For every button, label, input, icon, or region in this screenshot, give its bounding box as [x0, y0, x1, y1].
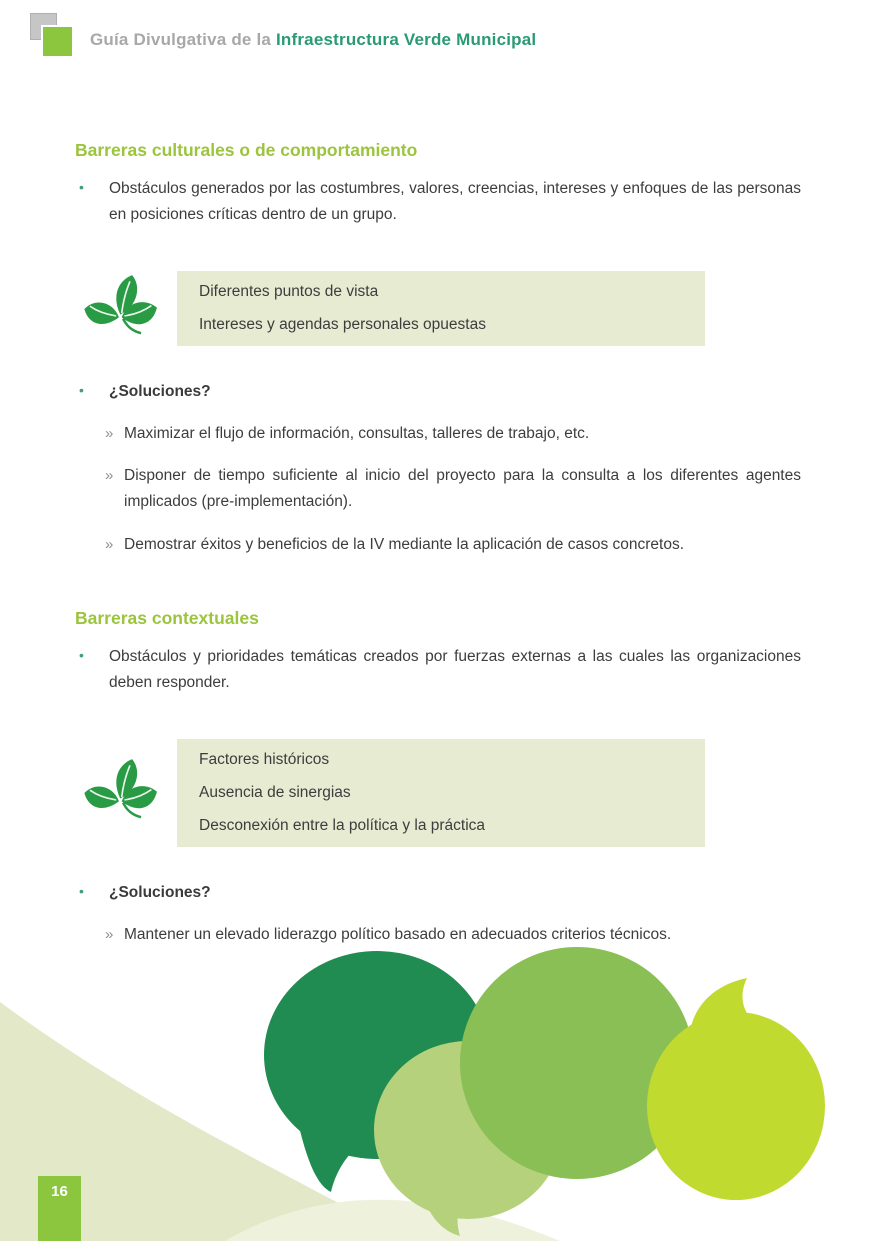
solution-text: Disponer de tiempo suficiente al inicio del proyecto para la consulta a los diferentes agentes implicados (pre-implementación).: [124, 467, 801, 511]
bullet-dot-icon: •: [79, 647, 84, 664]
section-heading: Barreras culturales o de comportamiento: [75, 140, 418, 160]
header-title-prefix: Guía Divulgativa de la: [90, 30, 276, 49]
highlight-box-row: [75, 271, 801, 346]
chevron-marker-icon: »: [105, 925, 114, 943]
solution-item: [75, 532, 801, 558]
solution-item: [75, 421, 801, 447]
box-item: Diferentes puntos de vista: [199, 283, 379, 301]
chevron-marker-icon: »: [105, 535, 114, 553]
logo-green-square-icon: [41, 25, 74, 58]
bullet-dot-icon: •: [79, 883, 84, 900]
bullet-dot-icon: •: [79, 179, 84, 195]
page-header: [30, 13, 536, 61]
section-heading: Barreras contextuales: [75, 608, 259, 629]
header-title-main: Infraestructura Verde Municipal: [276, 30, 537, 49]
highlight-box: [177, 271, 705, 346]
leaf-icon: [83, 757, 159, 829]
box-item: Intereses y agendas personales opuestas: [199, 316, 486, 334]
solution-text: Demostrar éxitos y beneficios de la IV mediante la aplicación de casos concretos.: [124, 535, 685, 553]
page-content: [75, 140, 801, 948]
solutions-bullet: [75, 379, 801, 405]
solutions-label: ¿Soluciones?: [109, 884, 211, 902]
box-item: Desconexión entre la política y la práctica: [199, 817, 486, 835]
box-item: Factores históricos: [199, 751, 330, 769]
solution-text: Maximizar el flujo de información, consultas, talleres de trabajo, etc.: [124, 424, 590, 442]
intro-text: Obstáculos generados por las costumbres, valores, creencias, intereses y enfoques de las personas en posiciones críticas dentro de un grupo.: [109, 180, 801, 223]
intro-bullet: [75, 176, 801, 227]
box-item: Ausencia de sinergias: [199, 784, 351, 802]
chevron-marker-icon: »: [105, 424, 114, 442]
solution-item: [75, 463, 801, 516]
solutions-bullet: [75, 880, 801, 906]
guide-logo-icon: [30, 13, 78, 61]
section-barreras-contextuales: [75, 608, 801, 948]
intro-text: Obstáculos y prioridades temáticas creados por fuerzas externas a las cuales las organizaciones deben responder.: [109, 648, 801, 691]
section-barreras-culturales: [75, 140, 801, 558]
highlight-box: [177, 739, 705, 847]
page-number-badge: 16: [38, 1176, 81, 1241]
intro-bullet: [75, 644, 801, 695]
leaf-icon: [83, 273, 159, 345]
chevron-marker-icon: »: [105, 467, 114, 485]
solution-text: Mantener un elevado liderazgo político basado en adecuados criterios técnicos.: [124, 925, 672, 943]
header-title: [90, 30, 536, 50]
speech-bubbles-graphic: [0, 930, 875, 1241]
highlight-box-row: [75, 739, 801, 847]
bullet-dot-icon: •: [79, 382, 84, 399]
solutions-label: ¿Soluciones?: [109, 383, 211, 401]
